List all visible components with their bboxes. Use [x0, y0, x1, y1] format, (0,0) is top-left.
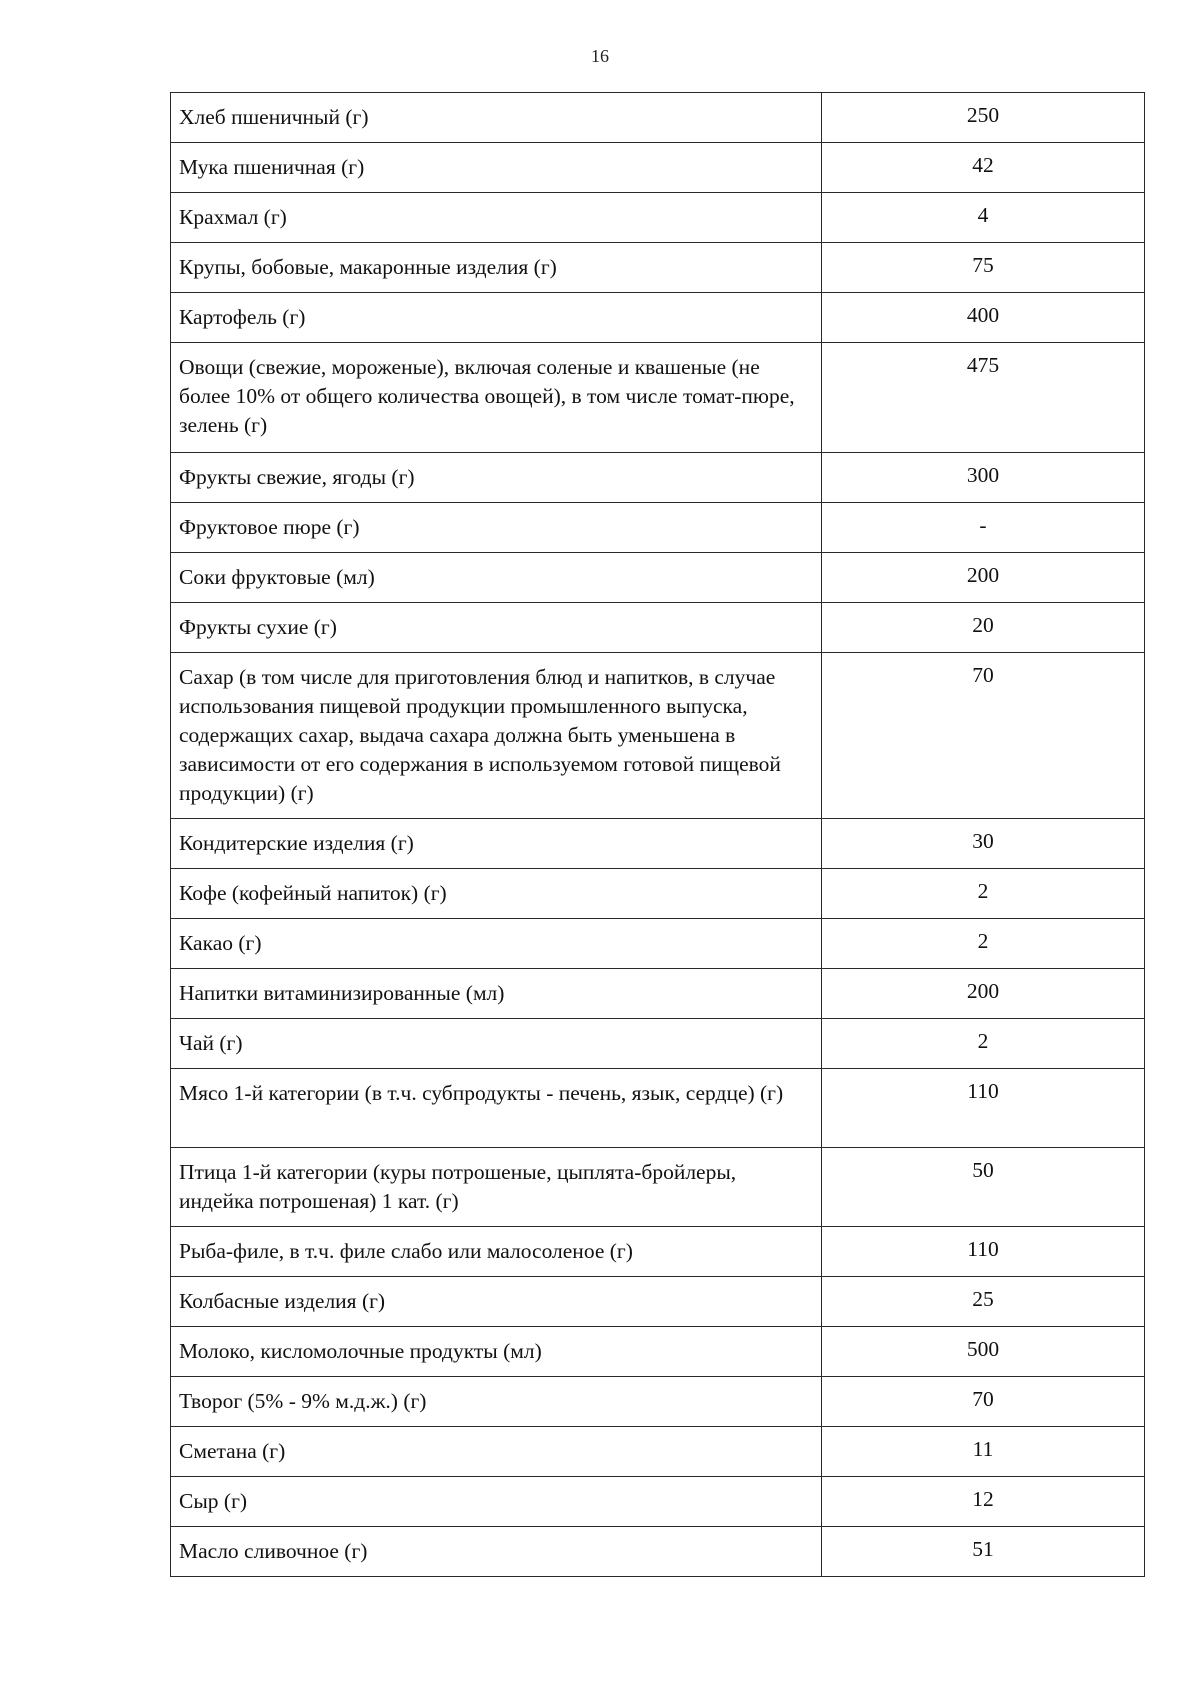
table-row: [171, 603, 1145, 653]
product-quantity: 200: [822, 553, 1145, 603]
product-quantity: -: [822, 503, 1145, 553]
product-name: Колбасные изделия (г): [171, 1277, 822, 1327]
product-quantity: 25: [822, 1277, 1145, 1327]
product-quantity: 75: [822, 243, 1145, 293]
product-name: Чай (г): [171, 1019, 822, 1069]
table-row: [171, 1019, 1145, 1069]
product-quantity: 70: [822, 1377, 1145, 1427]
product-name: Кондитерские изделия (г): [171, 819, 822, 869]
product-name: Сахар (в том числе для приготовления блюд и напитков, в случае использования пищевой продукции промышленного выпуска, содержащих сахар, выдача сахара должна быть уменьшена в зависимости от его содержания в используемом готовой пищевой продукции) (г): [171, 653, 822, 819]
product-name: Овощи (свежие, мороженые), включая соленые и квашеные (не более 10% от общего количества овощей), в том числе томат-пюре, зелень (г): [171, 343, 822, 453]
product-quantity: 475: [822, 343, 1145, 453]
product-quantity: 110: [822, 1227, 1145, 1277]
product-name: Крупы, бобовые, макаронные изделия (г): [171, 243, 822, 293]
product-quantity: 2: [822, 869, 1145, 919]
table-row: [171, 503, 1145, 553]
product-name: Крахмал (г): [171, 193, 822, 243]
table-row: [171, 653, 1145, 819]
product-name: Фрукты свежие, ягоды (г): [171, 453, 822, 503]
product-name: Сметана (г): [171, 1427, 822, 1477]
table-row: [171, 93, 1145, 143]
product-name: Хлеб пшеничный (г): [171, 93, 822, 143]
product-quantity: 400: [822, 293, 1145, 343]
product-name: Рыба-филе, в т.ч. филе слабо или малосоленое (г): [171, 1227, 822, 1277]
table-row: [171, 143, 1145, 193]
table-row: [171, 1227, 1145, 1277]
table-row: [171, 1377, 1145, 1427]
page-number: 16: [591, 46, 609, 66]
table-row: [171, 869, 1145, 919]
product-name: Мясо 1-й категории (в т.ч. субпродукты - печень, язык, сердце) (г): [171, 1069, 822, 1148]
product-quantity: 20: [822, 603, 1145, 653]
product-name: Творог (5% - 9% м.д.ж.) (г): [171, 1377, 822, 1427]
product-name: Молоко, кисломолочные продукты (мл): [171, 1327, 822, 1377]
product-quantity: 2: [822, 919, 1145, 969]
product-quantity: 250: [822, 93, 1145, 143]
table-row: [171, 1277, 1145, 1327]
table-row: [171, 193, 1145, 243]
product-name: Птица 1-й категории (куры потрошеные, цыплята-бройлеры, индейка потрошеная) 1 кат. (г): [171, 1148, 822, 1227]
food-norms-table: [170, 92, 1145, 1577]
product-quantity: 4: [822, 193, 1145, 243]
product-name: Фруктовое пюре (г): [171, 503, 822, 553]
product-name: Напитки витаминизированные (мл): [171, 969, 822, 1019]
table-row: [171, 343, 1145, 453]
table-row: [171, 1148, 1145, 1227]
table-row: [171, 819, 1145, 869]
product-name: Мука пшеничная (г): [171, 143, 822, 193]
table-row: [171, 969, 1145, 1019]
product-name: Фрукты сухие (г): [171, 603, 822, 653]
product-name: Картофель (г): [171, 293, 822, 343]
table-row: [171, 1069, 1145, 1148]
product-name: Сыр (г): [171, 1477, 822, 1527]
product-quantity: 51: [822, 1527, 1145, 1577]
table-row: [171, 243, 1145, 293]
table-row: [171, 293, 1145, 343]
table-row: [171, 1327, 1145, 1377]
product-quantity: 200: [822, 969, 1145, 1019]
product-quantity: 30: [822, 819, 1145, 869]
product-name: Какао (г): [171, 919, 822, 969]
product-quantity: 50: [822, 1148, 1145, 1227]
product-name: Масло сливочное (г): [171, 1527, 822, 1577]
product-quantity: 500: [822, 1327, 1145, 1377]
product-quantity: 110: [822, 1069, 1145, 1148]
table-row: [171, 553, 1145, 603]
product-quantity: 2: [822, 1019, 1145, 1069]
product-name: Соки фруктовые (мл): [171, 553, 822, 603]
product-quantity: 300: [822, 453, 1145, 503]
product-quantity: 42: [822, 143, 1145, 193]
product-quantity: 70: [822, 653, 1145, 819]
table-row: [171, 1427, 1145, 1477]
table-row: [171, 919, 1145, 969]
table-row: [171, 1527, 1145, 1577]
product-name: Кофе (кофейный напиток) (г): [171, 869, 822, 919]
table-row: [171, 453, 1145, 503]
product-quantity: 11: [822, 1427, 1145, 1477]
product-quantity: 12: [822, 1477, 1145, 1527]
table-row: [171, 1477, 1145, 1527]
